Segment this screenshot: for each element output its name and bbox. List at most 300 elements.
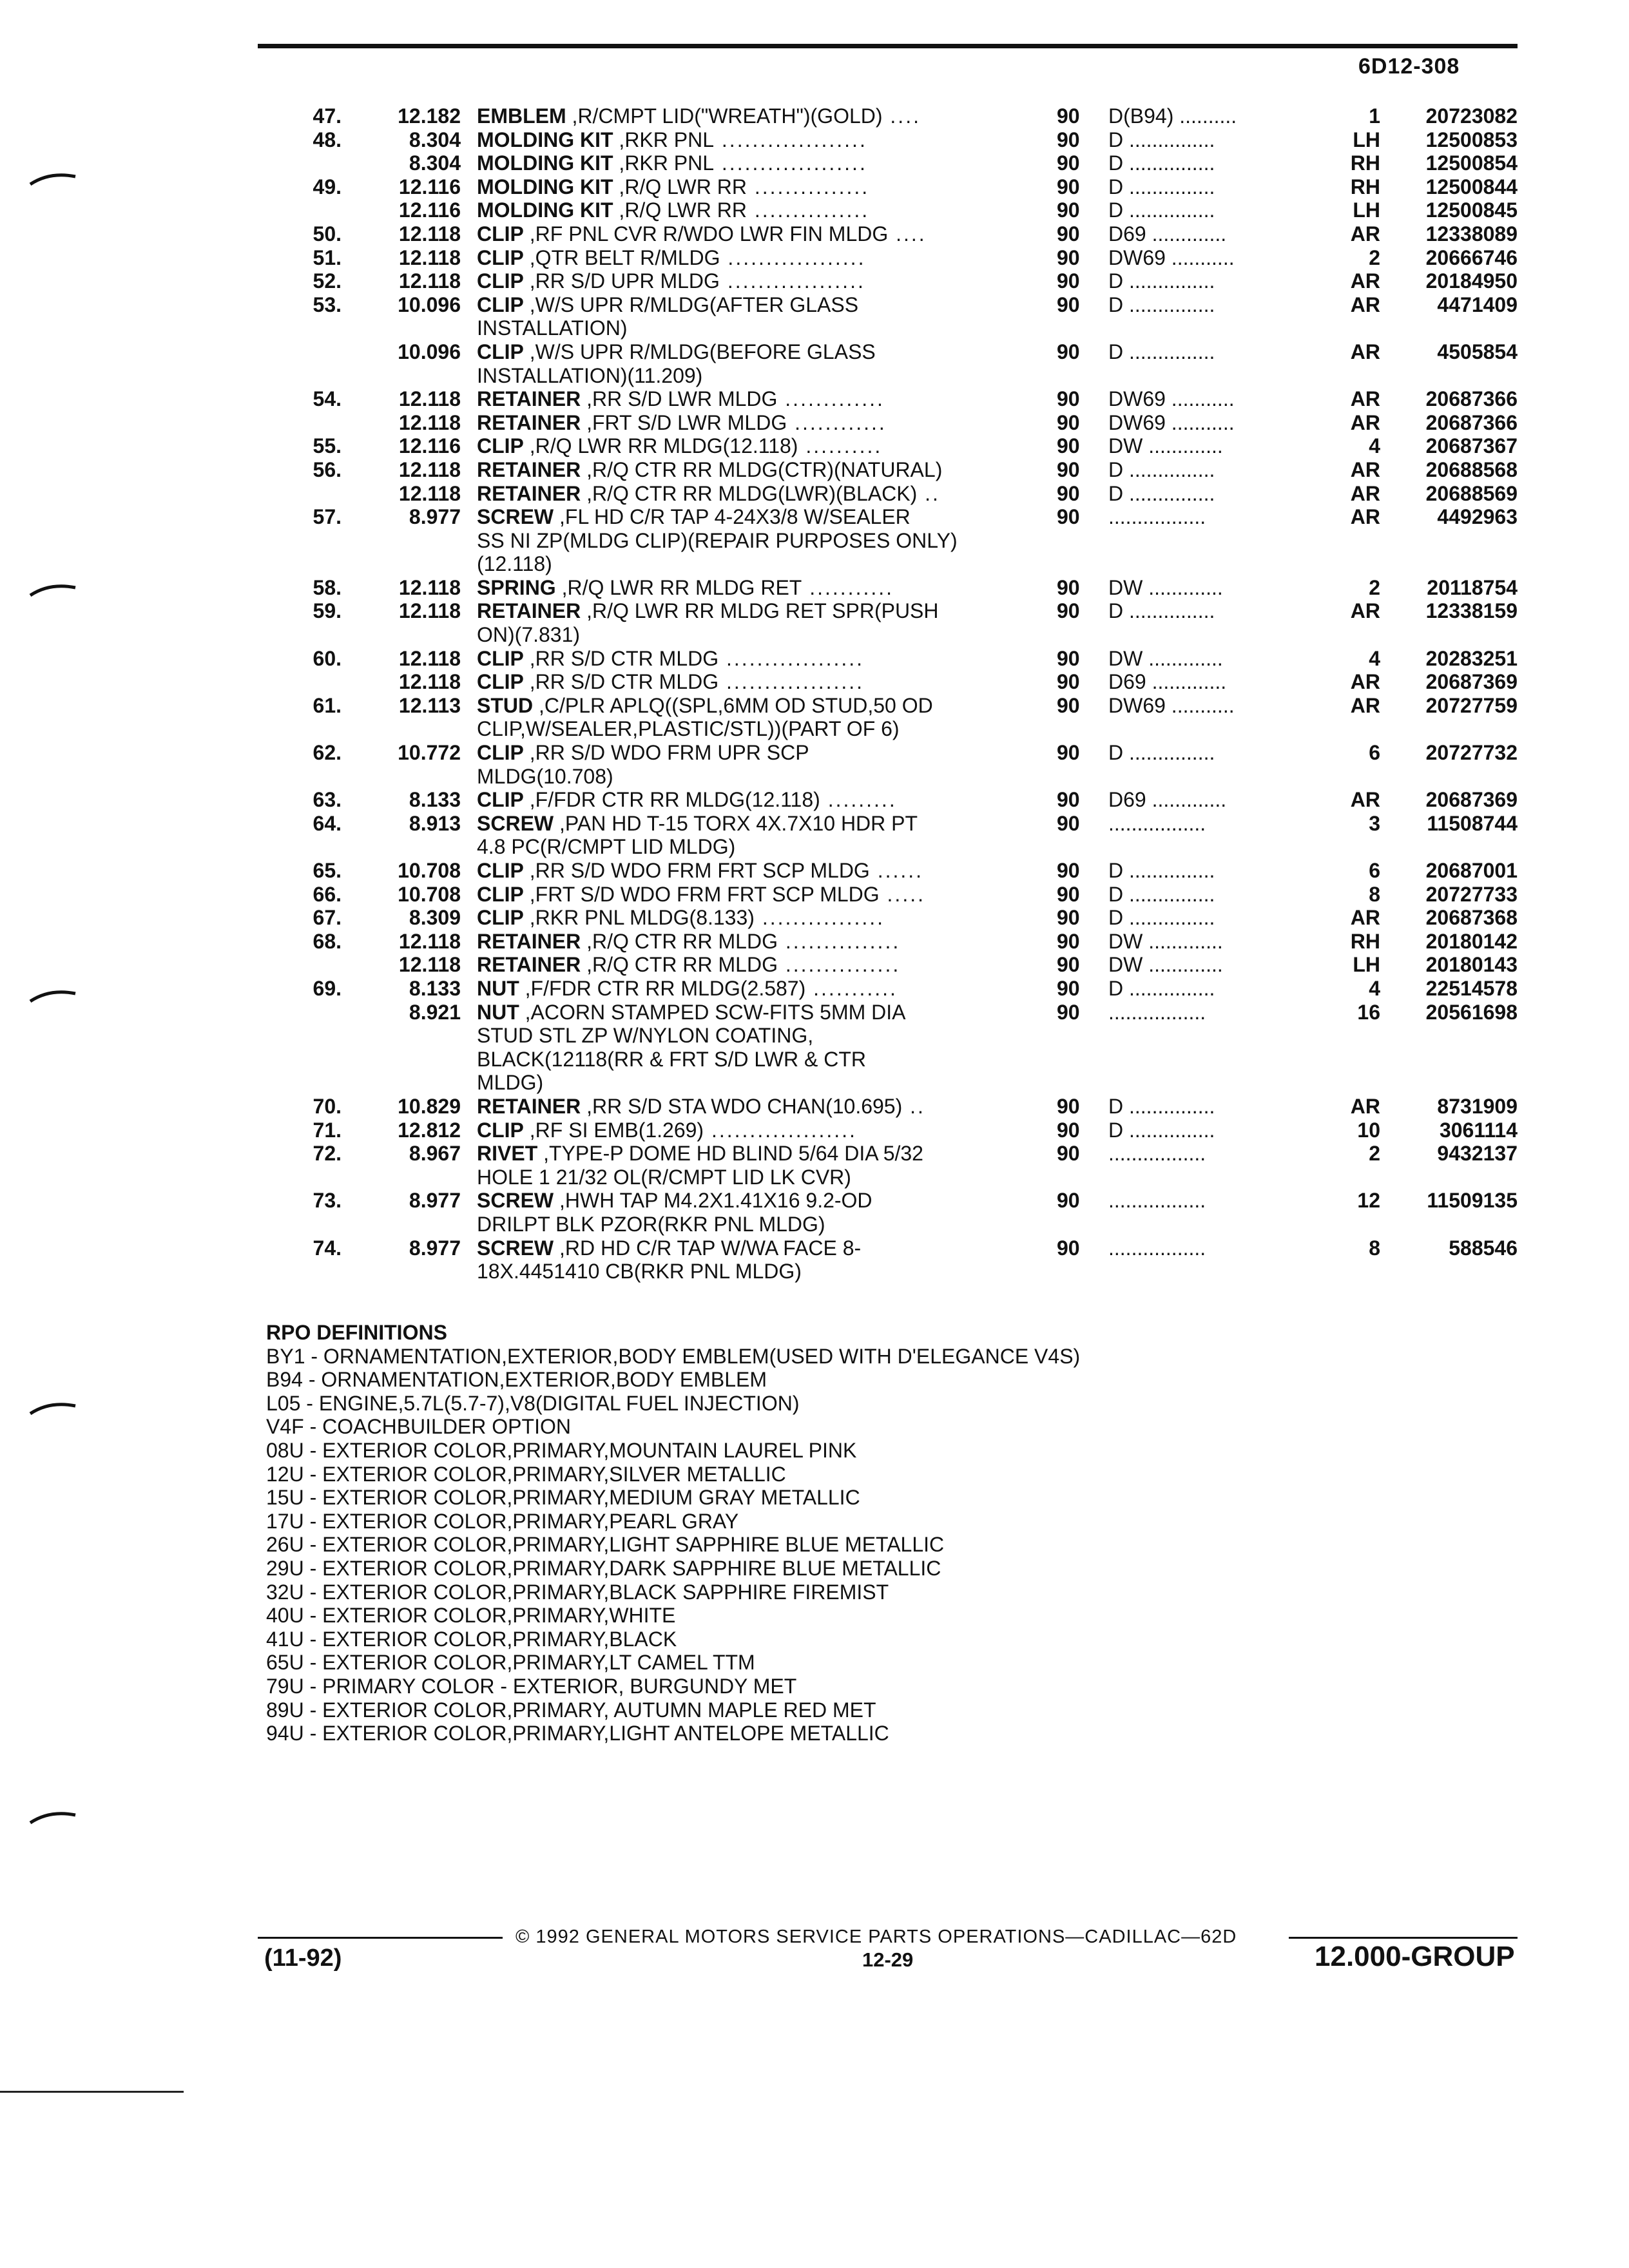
part-name: RETAINER bbox=[477, 457, 581, 481]
part-description bbox=[477, 340, 876, 364]
part-detail: ,RR S/D WDO FRM FRT SCP MLDG bbox=[523, 859, 870, 882]
part-number: 12500853 bbox=[1425, 128, 1518, 151]
group-number: 12.116 bbox=[398, 198, 461, 222]
parts-row bbox=[0, 198, 1629, 222]
quantity: RH bbox=[1350, 151, 1380, 175]
model-year: 90 bbox=[1057, 929, 1080, 953]
parts-row bbox=[0, 482, 1629, 506]
usage-code: DW69 ........... bbox=[1108, 245, 1235, 269]
ref-number: 66. bbox=[313, 882, 342, 906]
ref-number: 68. bbox=[313, 929, 342, 953]
part-name: SCREW bbox=[477, 1189, 554, 1213]
usage-code: DW ............. bbox=[1108, 929, 1223, 953]
part-name: CLIP bbox=[477, 882, 524, 906]
part-name: RETAINER bbox=[477, 953, 581, 977]
part-detail: ,R/Q LWR RR MLDG RET SPR(PUSH bbox=[581, 599, 939, 623]
part-detail: ,RR S/D CTR MLDG bbox=[523, 670, 719, 694]
rpo-item: 65U - EXTERIOR COLOR,PRIMARY,LT CAMEL TTM bbox=[266, 1651, 755, 1675]
ref-number: 63. bbox=[313, 788, 342, 812]
parts-row bbox=[0, 505, 1629, 529]
part-detail: ,QTR BELT R/MLDG bbox=[523, 245, 720, 269]
leader-dots: ............. bbox=[777, 387, 885, 411]
ref-number: 48. bbox=[313, 128, 342, 151]
part-detail: DRILPT BLK PZOR(RKR PNL MLDG) bbox=[477, 1212, 825, 1236]
part-name: CLIP bbox=[477, 788, 524, 812]
rpo-item: 08U - EXTERIOR COLOR,PRIMARY,MOUNTAIN LAUREL PINK bbox=[266, 1438, 857, 1462]
part-detail: MLDG) bbox=[477, 1071, 544, 1095]
footer-date: (11-92) bbox=[264, 1945, 342, 1972]
part-name: MOLDING KIT bbox=[477, 151, 613, 175]
parts-row bbox=[0, 364, 1629, 388]
model-year: 90 bbox=[1057, 481, 1080, 505]
ref-number: 47. bbox=[313, 104, 342, 128]
part-detail: ,HWH TAP M4.2X1.41X16 9.2-OD bbox=[554, 1189, 872, 1213]
usage-code: D ............... bbox=[1108, 175, 1215, 198]
part-detail: ,RR S/D CTR MLDG bbox=[523, 646, 719, 670]
ref-number: 73. bbox=[313, 1189, 342, 1213]
part-description bbox=[477, 529, 958, 553]
rpo-item: 32U - EXTERIOR COLOR,PRIMARY,BLACK SAPPHIRE FIREMIST bbox=[266, 1580, 889, 1604]
usage-code: D ............... bbox=[1108, 128, 1215, 151]
part-description bbox=[477, 623, 580, 647]
part-number: 20687369 bbox=[1425, 788, 1518, 812]
part-description bbox=[477, 670, 864, 694]
part-description bbox=[477, 246, 865, 270]
part-description bbox=[477, 293, 858, 317]
part-number: 22514578 bbox=[1425, 976, 1518, 1000]
part-detail: ,R/Q LWR RR bbox=[613, 175, 747, 198]
part-name: EMBLEM bbox=[477, 104, 566, 128]
model-year: 90 bbox=[1057, 387, 1080, 411]
usage-code: D(B94) .......... bbox=[1108, 104, 1237, 128]
quantity: 2 bbox=[1369, 245, 1380, 269]
model-year: 90 bbox=[1057, 340, 1080, 363]
group-number: 8.133 bbox=[409, 788, 461, 812]
group-number: 10.096 bbox=[398, 293, 461, 316]
usage-code: ................. bbox=[1108, 1189, 1206, 1213]
part-number: 20687366 bbox=[1425, 410, 1518, 434]
quantity: 3 bbox=[1369, 811, 1380, 835]
quantity: LH bbox=[1353, 128, 1380, 151]
model-year: 90 bbox=[1057, 1189, 1080, 1213]
model-year: 90 bbox=[1057, 788, 1080, 812]
footer-rule-left bbox=[258, 1937, 503, 1939]
part-name: RIVET bbox=[477, 1142, 538, 1166]
ref-number: 74. bbox=[313, 1236, 342, 1260]
leader-dots: ........... bbox=[802, 575, 894, 599]
part-number: 20723082 bbox=[1425, 104, 1518, 128]
group-number: 10.708 bbox=[398, 859, 461, 882]
model-year: 90 bbox=[1057, 245, 1080, 269]
model-year: 90 bbox=[1057, 175, 1080, 198]
part-number: 20180142 bbox=[1425, 929, 1518, 953]
parts-row bbox=[0, 175, 1629, 199]
usage-code: D ............... bbox=[1108, 340, 1215, 363]
group-number: 12.118 bbox=[398, 410, 461, 434]
part-number: 12500845 bbox=[1425, 198, 1518, 222]
model-year: 90 bbox=[1057, 693, 1080, 717]
quantity: AR bbox=[1350, 1094, 1380, 1118]
part-number: 12500844 bbox=[1425, 175, 1518, 198]
parts-row bbox=[0, 222, 1629, 246]
parts-row bbox=[0, 411, 1629, 435]
ref-number: 51. bbox=[313, 245, 342, 269]
parts-row bbox=[0, 1071, 1629, 1095]
model-year: 90 bbox=[1057, 599, 1080, 623]
part-description bbox=[477, 434, 882, 458]
usage-code: DW ............. bbox=[1108, 434, 1223, 458]
quantity: AR bbox=[1350, 906, 1380, 930]
ref-number: 55. bbox=[313, 434, 342, 458]
part-description bbox=[477, 1166, 851, 1189]
part-detail: ,R/CMPT LID("WREATH")(GOLD) bbox=[566, 104, 883, 128]
parts-row bbox=[0, 1095, 1629, 1119]
parts-row bbox=[0, 930, 1629, 954]
parts-row bbox=[0, 1142, 1629, 1166]
model-year: 90 bbox=[1057, 293, 1080, 316]
parts-row bbox=[0, 883, 1629, 907]
model-year: 90 bbox=[1057, 1142, 1080, 1166]
parts-row bbox=[0, 647, 1629, 671]
parts-row bbox=[0, 293, 1629, 317]
ref-number: 62. bbox=[313, 741, 342, 765]
quantity: RH bbox=[1350, 175, 1380, 198]
part-detail: ,FRT S/D LWR MLDG bbox=[581, 410, 787, 434]
bottom-scan-line bbox=[0, 2091, 184, 2093]
part-detail: INSTALLATION)(11.209) bbox=[477, 363, 703, 387]
rpo-item: 17U - EXTERIOR COLOR,PRIMARY,PEARL GRAY bbox=[266, 1509, 739, 1533]
part-number: 3061114 bbox=[1439, 1118, 1518, 1142]
group-number: 12.812 bbox=[398, 1118, 461, 1142]
usage-code: DW69 ........... bbox=[1108, 693, 1235, 717]
parts-row bbox=[0, 104, 1629, 128]
parts-row bbox=[0, 599, 1629, 623]
model-year: 90 bbox=[1057, 670, 1080, 694]
footer-page-number: 12-29 bbox=[862, 1948, 914, 1971]
usage-code: DW ............. bbox=[1108, 646, 1223, 670]
part-detail: ,FRT S/D WDO FRM FRT SCP MLDG bbox=[523, 882, 880, 906]
part-description bbox=[477, 458, 942, 482]
group-number: 12.118 bbox=[398, 245, 461, 269]
model-year: 90 bbox=[1057, 269, 1080, 293]
model-year: 90 bbox=[1057, 1118, 1080, 1142]
part-description bbox=[477, 953, 900, 977]
usage-code: D69 ............. bbox=[1108, 222, 1227, 245]
leader-dots: .......... bbox=[798, 434, 883, 458]
part-detail: ,F/FDR CTR RR MLDG(12.118) bbox=[523, 788, 820, 812]
part-description bbox=[477, 883, 925, 907]
part-name: MOLDING KIT bbox=[477, 128, 613, 151]
group-number: 12.118 bbox=[398, 457, 461, 481]
part-detail: ,RD HD C/R TAP W/WA FACE 8- bbox=[554, 1236, 862, 1260]
model-year: 90 bbox=[1057, 222, 1080, 245]
group-number: 8.133 bbox=[409, 976, 461, 1000]
ref-number: 58. bbox=[313, 575, 342, 599]
parts-list bbox=[0, 104, 1629, 1283]
quantity: AR bbox=[1350, 505, 1380, 529]
quantity: 1 bbox=[1369, 104, 1380, 128]
ref-number: 69. bbox=[313, 976, 342, 1000]
group-number: 12.118 bbox=[398, 222, 461, 245]
group-number: 10.772 bbox=[398, 741, 461, 765]
part-name: NUT bbox=[477, 976, 519, 1000]
parts-row bbox=[0, 1189, 1629, 1213]
group-number: 8.304 bbox=[409, 151, 461, 175]
part-description bbox=[477, 482, 940, 506]
part-detail: BLACK(12118(RR & FRT S/D LWR & CTR bbox=[477, 1047, 866, 1071]
part-detail: ,RR S/D LWR MLDG bbox=[581, 387, 778, 411]
model-year: 90 bbox=[1057, 859, 1080, 882]
part-detail: ,W/S UPR R/MLDG(BEFORE GLASS bbox=[523, 340, 876, 363]
model-year: 90 bbox=[1057, 976, 1080, 1000]
ref-number: 53. bbox=[313, 293, 342, 316]
quantity: 8 bbox=[1369, 882, 1380, 906]
rpo-item: 79U - PRIMARY COLOR - EXTERIOR, BURGUNDY MET bbox=[266, 1674, 797, 1698]
leader-dots: ........... bbox=[805, 976, 898, 1000]
parts-row bbox=[0, 316, 1629, 340]
part-description bbox=[477, 1119, 857, 1142]
part-name: RETAINER bbox=[477, 410, 581, 434]
part-name: RETAINER bbox=[477, 599, 581, 623]
part-name: CLIP bbox=[477, 670, 524, 694]
part-detail: CLIP,W/SEALER,PLASTIC/STL))(PART OF 6) bbox=[477, 717, 900, 741]
part-detail: INSTALLATION) bbox=[477, 316, 628, 340]
quantity: AR bbox=[1350, 693, 1380, 717]
quantity: 2 bbox=[1369, 575, 1380, 599]
parts-row bbox=[0, 788, 1629, 812]
part-description bbox=[477, 387, 885, 411]
quantity: 8 bbox=[1369, 1236, 1380, 1260]
leader-dots: ............... bbox=[777, 953, 901, 977]
usage-code: D ............... bbox=[1108, 882, 1215, 906]
leader-dots: .... bbox=[888, 222, 927, 245]
part-name: SCREW bbox=[477, 505, 554, 529]
ref-number: 64. bbox=[313, 811, 342, 835]
model-year: 90 bbox=[1057, 811, 1080, 835]
leader-dots: ................... bbox=[714, 128, 867, 151]
part-description bbox=[477, 599, 939, 623]
part-number: 20687367 bbox=[1425, 434, 1518, 458]
ref-number: 49. bbox=[313, 175, 342, 198]
parts-row bbox=[0, 977, 1629, 1001]
part-name: CLIP bbox=[477, 434, 524, 458]
quantity: 10 bbox=[1357, 1118, 1380, 1142]
part-description bbox=[477, 1236, 861, 1260]
part-description bbox=[477, 1189, 872, 1213]
part-description bbox=[477, 717, 900, 741]
leader-dots: ............... bbox=[777, 929, 901, 953]
part-number: 11508744 bbox=[1427, 811, 1518, 835]
leader-dots: ................ bbox=[754, 906, 885, 930]
rpo-item: B94 - ORNAMENTATION,EXTERIOR,BODY EMBLEM bbox=[266, 1368, 767, 1392]
group-number: 12.116 bbox=[398, 434, 461, 458]
leader-dots: ..... bbox=[879, 882, 925, 906]
part-name: CLIP bbox=[477, 1118, 524, 1142]
part-number: 20727759 bbox=[1425, 693, 1518, 717]
ref-number: 65. bbox=[313, 859, 342, 882]
rpo-item: 40U - EXTERIOR COLOR,PRIMARY,WHITE bbox=[266, 1604, 676, 1628]
leader-dots: .... bbox=[882, 104, 921, 128]
usage-code: D69 ............. bbox=[1108, 670, 1227, 694]
part-name: SPRING bbox=[477, 575, 556, 599]
usage-code: ................. bbox=[1108, 811, 1206, 835]
rpo-definitions bbox=[266, 1321, 1080, 1745]
model-year: 90 bbox=[1057, 434, 1080, 458]
part-name: RETAINER bbox=[477, 387, 581, 411]
part-detail: HOLE 1 21/32 OL(R/CMPT LID LK CVR) bbox=[477, 1165, 851, 1189]
parts-row bbox=[0, 529, 1629, 553]
usage-code: D ............... bbox=[1108, 859, 1215, 882]
footer-copyright: © 1992 GENERAL MOTORS SERVICE PARTS OPERATIONS—CADILLAC—62D bbox=[516, 1927, 1237, 1947]
quantity: 4 bbox=[1369, 434, 1380, 458]
part-detail: ,R/Q LWR RR MLDG(12.118) bbox=[523, 434, 798, 458]
usage-code: D ............... bbox=[1108, 269, 1215, 293]
quantity: AR bbox=[1350, 670, 1380, 694]
parts-row bbox=[0, 717, 1629, 741]
part-number: 20687368 bbox=[1425, 906, 1518, 930]
parts-row bbox=[0, 552, 1629, 576]
usage-code: D ............... bbox=[1108, 1094, 1215, 1118]
punch-hole-mark bbox=[27, 1807, 79, 1827]
ref-number: 72. bbox=[313, 1142, 342, 1166]
part-description bbox=[477, 694, 933, 718]
part-detail: ,RR S/D STA WDO CHAN(10.695) bbox=[581, 1094, 903, 1118]
group-number: 12.118 bbox=[398, 670, 461, 694]
part-detail: ,RKR PNL bbox=[613, 151, 715, 175]
part-name: CLIP bbox=[477, 245, 524, 269]
usage-code: ................. bbox=[1108, 505, 1206, 529]
parts-row bbox=[0, 576, 1629, 600]
group-number: 12.118 bbox=[398, 646, 461, 670]
leader-dots: ...... bbox=[869, 859, 924, 882]
part-detail: ,RKR PNL MLDG(8.133) bbox=[523, 906, 755, 930]
leader-dots: .................. bbox=[719, 269, 865, 293]
quantity: AR bbox=[1350, 222, 1380, 245]
parts-row bbox=[0, 340, 1629, 364]
part-description bbox=[477, 1095, 925, 1119]
parts-row bbox=[0, 387, 1629, 411]
rpo-item: 94U - EXTERIOR COLOR,PRIMARY,LIGHT ANTELOPE METALLIC bbox=[266, 1722, 889, 1745]
quantity: AR bbox=[1350, 293, 1380, 316]
part-number: 11509135 bbox=[1427, 1189, 1518, 1213]
usage-code: D ............... bbox=[1108, 976, 1215, 1000]
rpo-item: 15U - EXTERIOR COLOR,PRIMARY,MEDIUM GRAY METALLIC bbox=[266, 1486, 860, 1510]
usage-code: D ............... bbox=[1108, 481, 1215, 505]
part-detail: MLDG(10.708) bbox=[477, 764, 613, 788]
part-detail: ,TYPE-P DOME HD BLIND 5/64 DIA 5/32 bbox=[537, 1142, 923, 1166]
part-description bbox=[477, 104, 921, 128]
quantity: 6 bbox=[1369, 859, 1380, 882]
part-description bbox=[477, 175, 869, 199]
rpo-item: 29U - EXTERIOR COLOR,PRIMARY,DARK SAPPHIRE BLUE METALLIC bbox=[266, 1556, 941, 1580]
group-number: 12.118 bbox=[398, 387, 461, 411]
part-number: 4505854 bbox=[1437, 340, 1518, 363]
part-description bbox=[477, 316, 628, 340]
part-number: 12338159 bbox=[1425, 599, 1518, 623]
rpo-item: V4F - COACHBUILDER OPTION bbox=[266, 1415, 571, 1439]
parts-row bbox=[0, 1166, 1629, 1189]
part-number: 20180143 bbox=[1425, 953, 1518, 977]
group-number: 10.096 bbox=[398, 340, 461, 363]
model-year: 90 bbox=[1057, 906, 1080, 930]
group-number: 12.182 bbox=[398, 104, 461, 128]
group-number: 12.118 bbox=[398, 575, 461, 599]
part-number: 4492963 bbox=[1437, 505, 1518, 529]
part-description bbox=[477, 977, 898, 1001]
usage-code: ................. bbox=[1108, 1236, 1206, 1260]
ref-number: 54. bbox=[313, 387, 342, 411]
part-detail: 18X.4451410 CB(RKR PNL MLDG) bbox=[477, 1260, 802, 1283]
part-detail: 4.8 PC(R/CMPT LID MLDG) bbox=[477, 835, 736, 859]
parts-row bbox=[0, 670, 1629, 694]
quantity: LH bbox=[1353, 198, 1380, 222]
leader-dots: ............ bbox=[787, 410, 887, 434]
part-number: 20561698 bbox=[1425, 1000, 1518, 1024]
rpo-item: BY1 - ORNAMENTATION,EXTERIOR,BODY EMBLEM(USED WITH D'ELEGANCE V4S) bbox=[266, 1344, 1081, 1368]
part-description bbox=[477, 505, 911, 529]
part-number: 20687369 bbox=[1425, 670, 1518, 694]
part-detail: ,C/PLR APLQ((SPL,6MM OD STUD,50 OD bbox=[533, 693, 933, 717]
model-year: 90 bbox=[1057, 646, 1080, 670]
parts-row bbox=[0, 623, 1629, 647]
part-detail: ,W/S UPR R/MLDG(AFTER GLASS bbox=[523, 293, 859, 316]
usage-code: D69 ............. bbox=[1108, 788, 1227, 812]
group-number: 8.977 bbox=[409, 1189, 461, 1213]
parts-row bbox=[0, 269, 1629, 293]
group-number: 12.118 bbox=[398, 929, 461, 953]
ref-number: 61. bbox=[313, 693, 342, 717]
part-description bbox=[477, 812, 918, 836]
footer-rule-right bbox=[1289, 1937, 1518, 1939]
quantity: 4 bbox=[1369, 646, 1380, 670]
part-name: MOLDING KIT bbox=[477, 198, 613, 222]
quantity: 4 bbox=[1369, 976, 1380, 1000]
ref-number: 50. bbox=[313, 222, 342, 245]
ref-number: 70. bbox=[313, 1094, 342, 1118]
part-number: 20687366 bbox=[1425, 387, 1518, 411]
part-name: RETAINER bbox=[477, 1094, 581, 1118]
part-name: CLIP bbox=[477, 340, 524, 363]
part-detail: ,R/Q CTR RR MLDG(LWR)(BLACK) bbox=[581, 481, 918, 505]
rpo-list bbox=[266, 1345, 1080, 1745]
group-number: 10.829 bbox=[398, 1094, 461, 1118]
parts-row bbox=[0, 1236, 1629, 1260]
parts-row bbox=[0, 741, 1629, 765]
part-description bbox=[477, 1048, 866, 1072]
group-number: 12.118 bbox=[398, 481, 461, 505]
leader-dots: ............... bbox=[746, 175, 870, 198]
ref-number: 56. bbox=[313, 457, 342, 481]
parts-row bbox=[0, 1213, 1629, 1236]
part-detail: ,F/FDR CTR RR MLDG(2.587) bbox=[519, 976, 806, 1000]
rpo-item: 89U - EXTERIOR COLOR,PRIMARY, AUTUMN MAPLE RED MET bbox=[266, 1698, 876, 1722]
quantity: LH bbox=[1353, 953, 1380, 977]
part-number: 20687001 bbox=[1425, 859, 1518, 882]
leader-dots: .................. bbox=[720, 245, 866, 269]
parts-row bbox=[0, 835, 1629, 859]
part-number: 20666746 bbox=[1425, 245, 1518, 269]
part-description bbox=[477, 647, 864, 671]
parts-row bbox=[0, 458, 1629, 482]
part-description bbox=[477, 552, 552, 576]
model-year: 90 bbox=[1057, 505, 1080, 529]
part-name: RETAINER bbox=[477, 481, 581, 505]
group-number: 8.921 bbox=[409, 1000, 461, 1024]
parts-row bbox=[0, 812, 1629, 836]
part-number: 20184950 bbox=[1425, 269, 1518, 293]
model-year: 90 bbox=[1057, 128, 1080, 151]
group-number: 12.116 bbox=[398, 175, 461, 198]
